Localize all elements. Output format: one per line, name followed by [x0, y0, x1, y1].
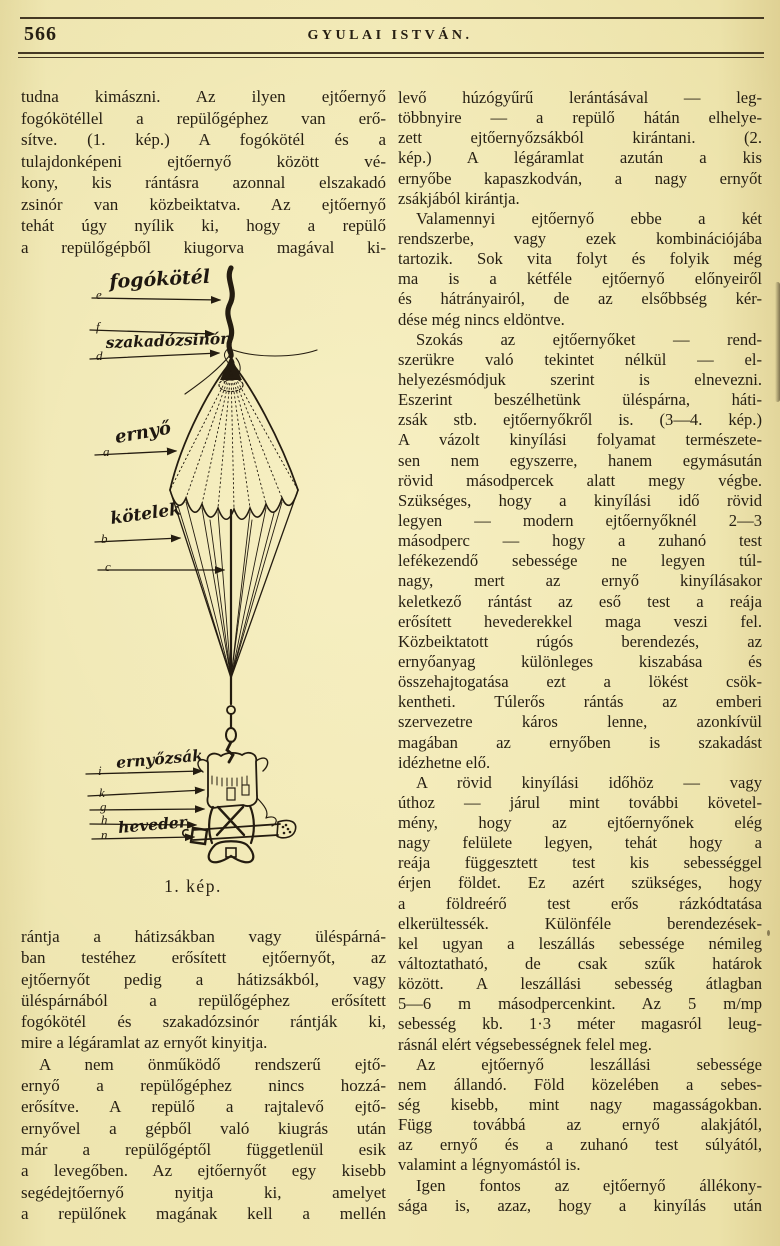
text-line: A vázolt kinyílási folyamat természete-	[398, 430, 762, 450]
text-line: kentheti. Túlerős rántás az emberi	[398, 692, 762, 712]
text-line: Szokás az ejtőernyőket — rend-	[416, 329, 762, 349]
text-line: tehát úgy nyílik ki, hogy a repülő	[21, 216, 386, 235]
figure-marker-g: g	[100, 799, 107, 814]
text-line: kel ugyan a leszállás sebessége némileg	[398, 933, 762, 953]
text-line: többnyire — a repülő hátán elhelye-	[398, 108, 762, 128]
text-line: A rövid kinyílási időhöz — vagy	[416, 772, 762, 792]
figure-marker-e: e	[96, 287, 102, 302]
text-line: tulajdonképeni ejtőernyő között vé-	[21, 151, 386, 171]
text-line: fogókötél és szakadózsinór rántják ki,	[21, 1012, 386, 1032]
text-line: Valamennyi ejtőernyő ebbe a két	[416, 208, 762, 228]
figure-marker-n: n	[101, 827, 108, 842]
text-line: rendszerbe, vagy ezek kombinációjába	[398, 228, 762, 248]
text-line: nagy felülete legyen, tehát hogy a	[398, 833, 762, 853]
text-line: elkerültessék. Különféle berendezések-	[398, 913, 762, 933]
text-line: és hátrányairól, de az elsőbbség kér-	[398, 289, 762, 309]
text-line: ség kisebb, mint nagy magasságokban.	[398, 1095, 762, 1115]
text-line: zsákjából kirántja.	[398, 188, 520, 208]
text-line: kony, kis rántásra azonnal elszakadó	[21, 173, 386, 192]
page-edge-shadow	[775, 282, 780, 402]
text-line: zett ejtőernyőzsákból kirántani. (2.	[398, 128, 762, 148]
text-line: tudna kimászni. Az ilyen ejtőernyő	[21, 87, 386, 106]
canopy-outline	[170, 362, 231, 490]
text-line: idézhetne elő.	[398, 752, 491, 772]
text-line: a repülőgépből kiugorva magával ki-	[21, 237, 386, 257]
text-line: a földreérő test erős rázkódtatása	[398, 893, 762, 913]
text-line: Közbeiktatott rúgós berendezés, az	[398, 631, 762, 651]
text-line: dése még nincs eldöntve.	[398, 309, 565, 329]
figure-marker-c: c	[105, 559, 111, 574]
text-line: az ernyő és a zuhanó test súlyától,	[398, 1135, 762, 1155]
text-line: ernyővel a gépből való kiugrás után	[21, 1118, 386, 1138]
text-line: keletkező rántást az eső test a reája	[398, 591, 762, 611]
header-rule-thin	[18, 57, 764, 58]
text-line: üléspárnából a repülőgéphez erősített	[21, 990, 386, 1010]
text-line: reája függesztett test kis sebességgel	[398, 853, 762, 873]
text-line: rövid másodpercek alatt megy végbe.	[398, 470, 762, 490]
text-line: rásnál elért végsebességnek felel meg.	[398, 1034, 652, 1054]
left-column-bottom	[21, 926, 386, 1224]
text-line: változtatható, de csak szűk határok	[398, 954, 762, 974]
text-line: rántja a hátizsákban vagy üléspárná-	[21, 927, 386, 946]
text-line: mény, hogy az ejtőernyőnek elég	[398, 813, 762, 833]
figure-marker-h: h	[101, 812, 108, 827]
text-line: helyezésmódjuk szerint is elnevezni.	[398, 369, 762, 389]
text-line: sen nem egyszerre, hanem egymásután	[398, 450, 762, 470]
figure-marker-a: a	[103, 444, 110, 459]
text-line: ban testéhez erősített ejtőernyőt, az	[21, 948, 386, 968]
text-line: zsák stb. ejtőernyőkről is. (3—4. kép.)	[398, 410, 762, 430]
figure-marker-i: i	[98, 763, 102, 778]
text-line: zsinór van közbeiktatva. Az ejtőernyő	[21, 194, 386, 214]
text-line: szerükre való tekintet nélkül — el-	[398, 349, 762, 369]
text-line: ernyőanyag különleges kiszabása és	[398, 651, 762, 671]
figure-marker-k: k	[99, 785, 105, 800]
text-line: úthoz — járul mint további követel-	[398, 792, 762, 812]
text-line: Függ továbbá az ernyő alakjától,	[398, 1115, 762, 1135]
text-line: a repülőnek magának kell a mellén	[21, 1203, 386, 1223]
running-head: GYULAI ISTVÁN.	[307, 28, 473, 43]
arrow-g	[90, 809, 204, 810]
text-line: valamint a légnyomástól is.	[398, 1155, 581, 1175]
left-column-top	[21, 86, 386, 258]
arrow-d	[90, 353, 219, 359]
text-line: tartozik. Sok vita folyt és folyik még	[398, 249, 762, 269]
text-line: nem állandó. Föld közelében a sebes-	[398, 1074, 762, 1094]
text-line: Eszerint beszélhetünk üléspárna, háti-	[398, 390, 762, 410]
header-rule-thick	[18, 52, 764, 54]
top-rule	[20, 17, 764, 19]
text-line: legyen — modern ejtőernyőknél 2—3	[398, 510, 762, 530]
text-line: 5—6 m másodpercenkint. Az 5 m/mp	[398, 994, 762, 1014]
parachute-figure	[22, 258, 386, 878]
label-heveder: heveder	[117, 812, 188, 837]
text-line: Igen fontos az ejtőernyő állékony-	[416, 1175, 762, 1195]
text-line: A nem önműködő rendszerű ejtő-	[39, 1054, 386, 1074]
arrow-i	[86, 771, 202, 774]
text-line: a levegőben. Az ejtőernyőt egy kisebb	[21, 1161, 386, 1181]
text-line: lefékezendő sebessége ne legyen túl-	[398, 551, 762, 571]
text-line: ejtőernyőt pedig a hátizsákból, vagy	[21, 969, 386, 989]
text-line: sága is, azaz, hogy a kinyílás után	[398, 1195, 762, 1215]
text-line: sebesség kb. 1·3 méter magasról leug-	[398, 1014, 762, 1034]
figure-caption: 1. kép.	[164, 876, 222, 896]
text-line: ernyő a repülőgéphez nincs hozzá-	[21, 1076, 386, 1096]
text-line: Az ejtőernyő leszállási sebessége	[416, 1054, 762, 1074]
text-line: ma is a kétféle ejtőernyő előnyeiről	[398, 269, 762, 289]
text-line: kép.) A légáramlat azután a kis	[398, 148, 762, 168]
text-line: már a repülőgéptől függetlenül esik	[21, 1139, 386, 1159]
text-line: nagy, mert az ernyő kinyílásakor	[398, 571, 762, 591]
text-line: mire a légáramlat az ernyőt kinyitja.	[21, 1033, 268, 1053]
text-line: levő húzógyűrű lerántásával — leg-	[398, 88, 762, 107]
text-line: segédejtőernyő nyitja ki, amelyet	[21, 1182, 386, 1202]
label-fogokotel: fogókötél	[108, 265, 211, 293]
figure-marker-d: d	[96, 348, 103, 363]
arrow-e	[92, 298, 220, 300]
text-line: másodperc — hogy a zuhanó test	[398, 531, 762, 551]
label-ernyozsak: ernyőzsák	[115, 745, 204, 772]
ink-speck	[767, 930, 770, 936]
text-line: ernyőbe kapaszkodván, a nagy ernyőt	[398, 168, 762, 188]
text-line: szervezetre káros lenne, azonkívül	[398, 712, 762, 732]
figure-marker-f: f	[96, 319, 100, 334]
text-line: összehajtogatása ezt a lökést csök-	[398, 672, 762, 692]
text-line: erősítve. A repülő a rajtalevő ejtő-	[21, 1097, 386, 1117]
text-line: sítve. (1. kép.) A fogókötél és a	[21, 130, 386, 149]
figure-marker-b: b	[101, 531, 108, 546]
text-line: Szükséges, hogy a kinyílási idő rövid	[398, 490, 762, 510]
label-ernyo: ernyő	[113, 417, 173, 448]
page-number: 566	[24, 23, 57, 45]
label-szakadozsinor: szakadózsinór	[105, 328, 229, 352]
right-column	[398, 88, 762, 1216]
arrow-k	[88, 790, 204, 796]
text-line: érjen földet. Ez azért szükséges, hogy	[398, 873, 762, 893]
text-line: fogókötéllel a repülőgéphez van erő-	[21, 108, 386, 128]
text-line: között. A leszállási sebesség átlagban	[398, 974, 762, 994]
belt-tip	[277, 820, 296, 837]
text-line: erősített hevederekkel maga veszi fel.	[398, 611, 762, 631]
text-line: magában az ernyőben is szakadást	[398, 732, 762, 752]
label-kotelek: kötelek	[109, 499, 183, 529]
